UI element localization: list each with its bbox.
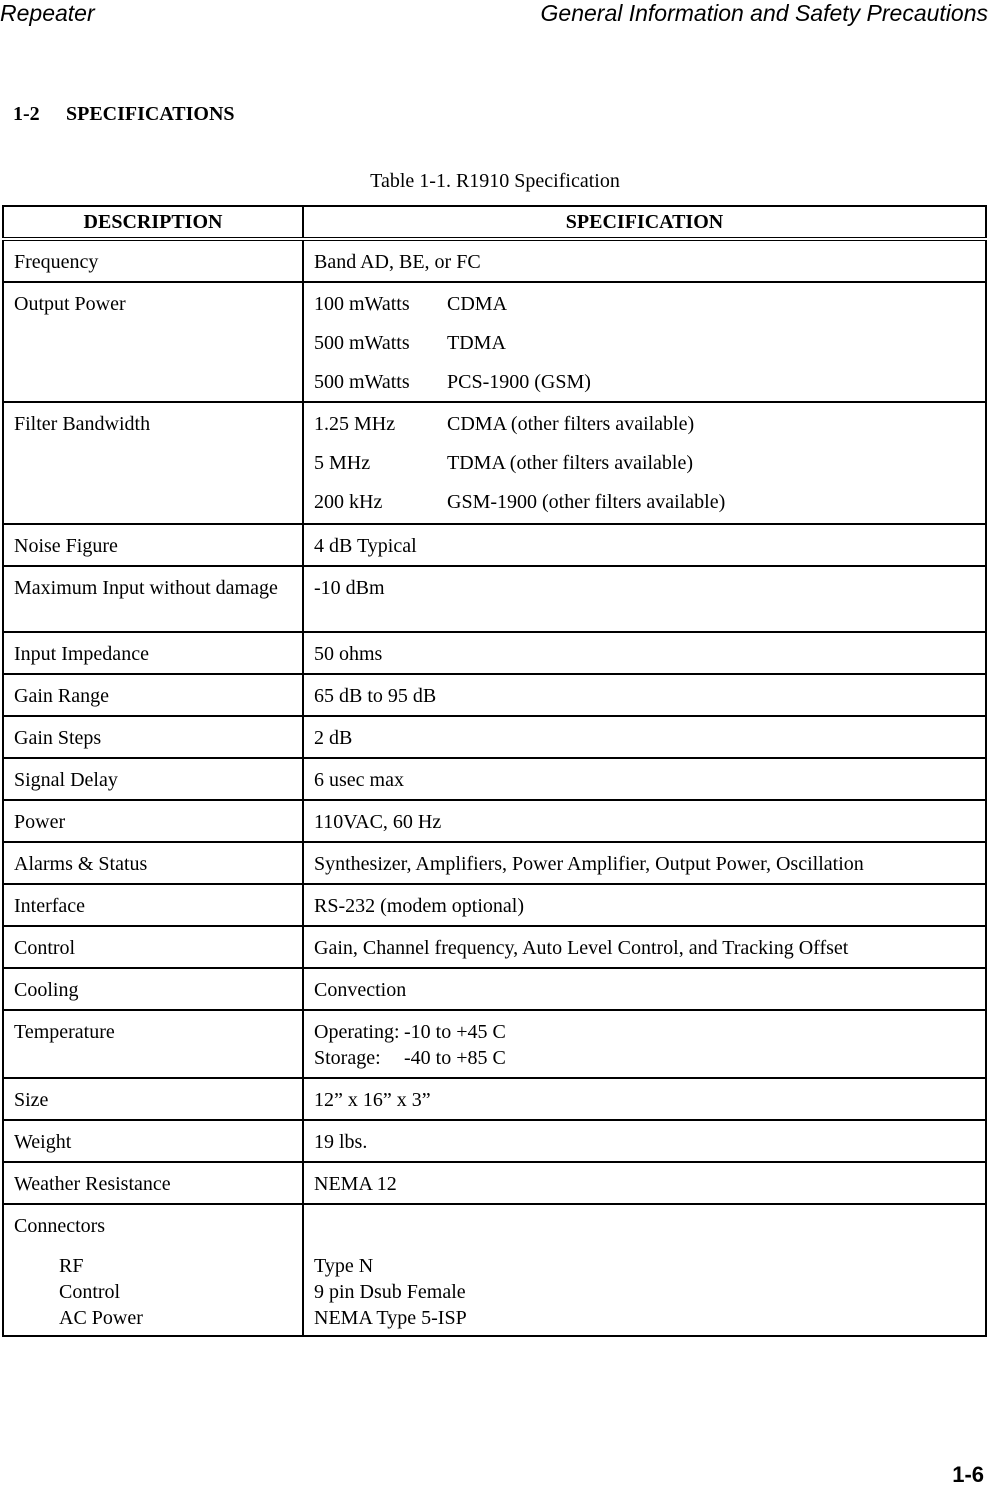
- table-row: [3, 566, 986, 632]
- row-value: Synthesizer, Amplifiers, Power Amplifier, Output Power, Oscillation: [303, 842, 986, 884]
- row-label: Gain Steps: [3, 716, 303, 758]
- row-label: Cooling: [3, 968, 303, 1010]
- row-label: Control: [3, 926, 303, 968]
- row-label: Filter Bandwidth: [3, 402, 303, 524]
- table-row: [3, 1010, 986, 1078]
- row-value: 6 usec max: [303, 758, 986, 800]
- table-row: [3, 926, 986, 968]
- specification-table: [2, 205, 987, 1337]
- row-label: Maximum Input without damage: [3, 566, 303, 632]
- table-row: [3, 239, 986, 282]
- row-label: Connectors RF Control AC Power: [3, 1204, 303, 1336]
- table-row: [3, 884, 986, 926]
- row-value: NEMA 12: [303, 1162, 986, 1204]
- value-line: 500 mWatts TDMA: [314, 332, 506, 354]
- value-line: Operating: -10 to +45 C: [314, 1021, 506, 1043]
- table-row: [3, 524, 986, 566]
- row-label: Noise Figure: [3, 524, 303, 566]
- table-row: [3, 402, 986, 524]
- header-specification: SPECIFICATION: [303, 206, 986, 239]
- row-value: RS-232 (modem optional): [303, 884, 986, 926]
- row-value: [303, 1204, 986, 1336]
- row-label: Temperature: [3, 1010, 303, 1078]
- row-value: 50 ohms: [303, 632, 986, 674]
- table-row: [3, 758, 986, 800]
- row-label: Weather Resistance: [3, 1162, 303, 1204]
- connector-name: Control: [59, 1281, 121, 1303]
- value-line: 500 mWatts PCS-1900 (GSM): [314, 371, 591, 393]
- row-value: Convection: [303, 968, 986, 1010]
- connector-name: AC Power: [59, 1307, 143, 1329]
- row-label: Gain Range: [3, 674, 303, 716]
- value-line: 100 mWatts CDMA: [314, 293, 508, 315]
- row-label: Interface: [3, 884, 303, 926]
- row-label: Weight: [3, 1120, 303, 1162]
- table-header-row: [3, 206, 986, 239]
- row-value: [303, 1010, 986, 1078]
- table-row: [3, 1120, 986, 1162]
- header-description: DESCRIPTION: [3, 206, 303, 239]
- table-row: [3, 632, 986, 674]
- row-value: 2 dB: [303, 716, 986, 758]
- table-row: [3, 1162, 986, 1204]
- section-number: 1-2: [13, 103, 40, 125]
- table-row: [3, 282, 986, 402]
- row-value: Band AD, BE, or FC: [303, 239, 986, 282]
- value-line: 200 kHz GSM-1900 (other filters available): [314, 491, 726, 513]
- row-value: 4 dB Typical: [303, 524, 986, 566]
- connector-value: 9 pin Dsub Female: [314, 1281, 466, 1303]
- row-value: 19 lbs.: [303, 1120, 986, 1162]
- section-title: SPECIFICATIONS: [66, 103, 235, 125]
- connector-name: RF: [59, 1255, 84, 1277]
- row-value: [303, 282, 986, 402]
- table-row: [3, 674, 986, 716]
- running-header-left: Repeater: [0, 0, 95, 26]
- value-line: 5 MHz TDMA (other filters available): [314, 452, 694, 474]
- row-value: 65 dB to 95 dB: [303, 674, 986, 716]
- table-row: [3, 968, 986, 1010]
- row-label: Size: [3, 1078, 303, 1120]
- connector-value: NEMA Type 5-ISP: [314, 1307, 467, 1329]
- table-caption: Table 1-1. R1910 Specification: [370, 170, 620, 192]
- row-label: Frequency: [3, 239, 303, 282]
- row-label: Power: [3, 800, 303, 842]
- running-header-right: General Information and Safety Precautions: [540, 0, 988, 26]
- row-value: Gain, Channel frequency, Auto Level Control, and Tracking Offset: [303, 926, 986, 968]
- connector-value: Type N: [314, 1255, 374, 1277]
- table-row: [3, 1204, 986, 1336]
- table-row: [3, 716, 986, 758]
- row-label: Signal Delay: [3, 758, 303, 800]
- table-row: [3, 800, 986, 842]
- value-line: 1.25 MHz CDMA (other filters available): [314, 413, 695, 435]
- row-value: 110VAC, 60 Hz: [303, 800, 986, 842]
- row-label: Alarms & Status: [3, 842, 303, 884]
- page-number: 1-6: [952, 1462, 984, 1487]
- row-label: Output Power: [3, 282, 303, 402]
- section-heading: [13, 103, 235, 126]
- table-row: [3, 1078, 986, 1120]
- row-value: 12” x 16” x 3”: [303, 1078, 986, 1120]
- row-label: Input Impedance: [3, 632, 303, 674]
- table-row: [3, 842, 986, 884]
- row-value: -10 dBm: [303, 566, 986, 632]
- value-line: Storage: -40 to +85 C: [314, 1047, 506, 1069]
- row-value: [303, 402, 986, 524]
